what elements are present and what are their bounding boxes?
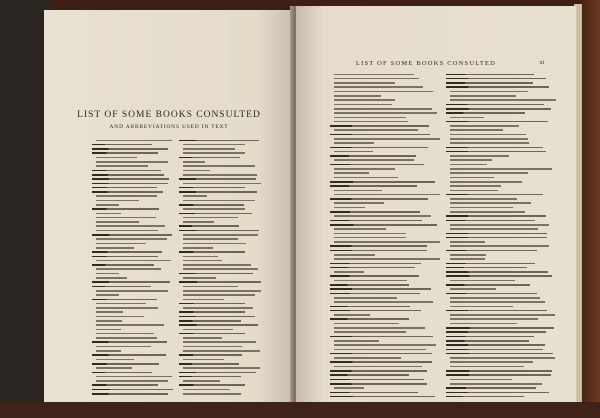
text-line xyxy=(92,258,174,262)
text-line xyxy=(446,308,556,312)
bibliography-column-left-2 xyxy=(179,138,261,396)
text-line xyxy=(446,192,556,196)
text-line xyxy=(92,374,174,378)
text-line xyxy=(446,76,556,80)
book-cover-right-edge xyxy=(582,0,600,418)
text-line xyxy=(179,392,261,396)
text-line xyxy=(330,394,440,398)
text-line xyxy=(446,351,556,355)
left-page-subtitle: AND ABBREVIATIONS USED IN TEXT xyxy=(109,124,229,130)
text-line xyxy=(330,351,440,355)
text-line xyxy=(92,387,174,391)
text-line xyxy=(446,394,556,398)
text-line xyxy=(330,192,440,196)
text-line xyxy=(179,271,261,275)
text-line xyxy=(446,119,556,123)
left-page-title: LIST OF SOME BOOKS CONSULTED xyxy=(77,110,261,120)
right-page xyxy=(296,6,576,402)
text-line xyxy=(92,392,174,396)
bibliography-column-right-1 xyxy=(330,72,440,399)
bibliography-column-right-2 xyxy=(446,72,556,399)
text-line xyxy=(179,228,261,232)
bibliography-column-left-1 xyxy=(92,138,174,396)
left-page xyxy=(44,10,294,402)
text-line xyxy=(446,235,556,239)
page-number: xi xyxy=(539,60,544,66)
text-line xyxy=(446,149,556,153)
book-cover-bottom-edge xyxy=(0,402,600,418)
right-page-running-head: LIST OF SOME BOOKS CONSULTED xyxy=(355,60,497,67)
